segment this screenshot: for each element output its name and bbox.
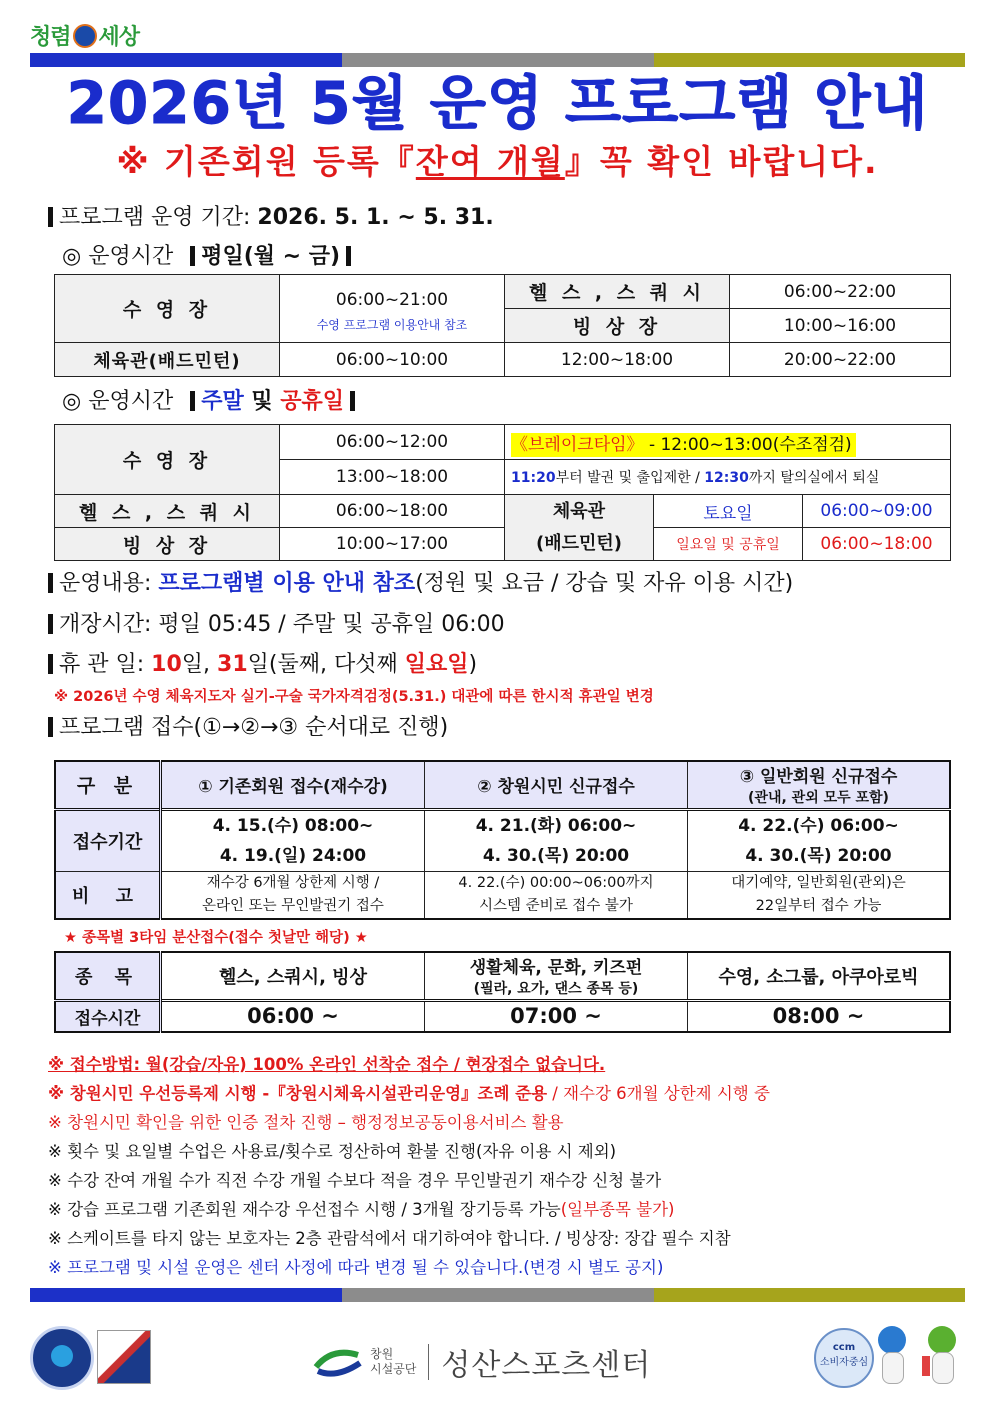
closed-note: ※ 2026년 수영 체육지도자 실기-구술 국가자격검정(5.31.) 대관에 따른 한시적 휴관일 변경: [54, 689, 654, 705]
ccm-badge-icon: ccm 소비자중심: [814, 1328, 874, 1388]
break-title: 《브레이크타임》: [511, 434, 644, 455]
weekend-pool-label: 수 영 장: [55, 425, 280, 495]
time-row-label: 접수시간: [55, 1000, 161, 1032]
time-col-2: 생활체육, 문화, 키즈펀 (필라, 요가, 댄스 종목 등): [425, 952, 688, 1000]
mascot-blue-icon: [874, 1326, 910, 1384]
sun-label: 일요일 및 공휴일: [654, 528, 803, 561]
weekday-heading: ◎ 운영시간 평일(월 ~ 금): [62, 242, 357, 272]
weekend-ice-time: 10:00~17:00: [280, 528, 505, 561]
time-table: [54, 951, 951, 1033]
reg-col-1: ① 기존회원 접수(재수강): [161, 761, 425, 809]
top-logo: [30, 20, 139, 51]
color-bar-top: [30, 53, 965, 67]
sun-time: 06:00~18:00: [803, 528, 951, 561]
note-1: ※ 접수방법: 월(강습/자유) 100% 온라인 선착순 접수 / 현장접수 없습니다.: [48, 1055, 606, 1074]
closed-line: 휴 관 일: 10일, 31일(둘째, 다섯째 일요일): [48, 650, 477, 680]
star-note: ★ 종목별 3타임 분산접수(접수 첫날만 해당) ★: [64, 930, 368, 946]
reg-period-3: 4. 22.(수) 06:00~ 4. 30.(목) 20:00: [688, 809, 951, 871]
reg-period-2: 4. 21.(화) 06:00~ 4. 30.(목) 20:00: [425, 809, 688, 871]
reg-period-1: 4. 15.(수) 08:00~ 4. 19.(일) 24:00: [161, 809, 425, 871]
weekend-pool-time-2: 13:00~18:00: [280, 460, 505, 495]
certification-seal-icon: [97, 1330, 151, 1384]
notes-block: [48, 1050, 770, 1282]
pool-time: 06:00~21:00: [335, 290, 449, 310]
break-time: - 12:00~13:00(수조점검): [643, 434, 852, 455]
reg-col-2: ② 창원시민 신규접수: [425, 761, 688, 809]
sat-time: 06:00~09:00: [803, 495, 951, 528]
time-col-3: 수영, 소그룹, 아쿠아로빅: [688, 952, 951, 1000]
reg-line: 프로그램 접수(①→②→③ 순서대로 진행): [48, 713, 448, 743]
globe-icon: [73, 24, 97, 48]
pool-note: 수영 프로그램 이용안내 참조: [316, 318, 468, 332]
logo-text: 청렴: [30, 25, 71, 50]
reg-note-label: 비 고: [55, 871, 161, 919]
reg-note-1: 재수강 6개월 상한제 시행 / 온라인 또는 무인발권기 접수: [161, 871, 425, 919]
footer-brand: [312, 1340, 651, 1384]
agency-name: 창원 시설공단: [370, 1347, 417, 1376]
weekend-heading: ◎ 운영시간 주말 및 공휴일: [62, 387, 361, 417]
logo-text-2: 세상: [98, 25, 140, 50]
ice-time: 10:00~16:00: [730, 309, 951, 343]
note-2: ※ 창원시민 우선등록제 시행 -『창원시체육시설관리운영』조례 준용 / 재수강 6개월 상한제 시행 중: [48, 1084, 770, 1103]
note-7: ※ 스케이트를 타지 않는 보호자는 2층 관람석에서 대기하여야 합니다. / 빙상장: 장갑 필수 지참: [48, 1229, 731, 1248]
registration-table: [54, 760, 951, 920]
color-bar-bottom: [30, 1288, 965, 1302]
note-8: ※ 프로그램 및 시설 운영은 센터 사정에 따라 변경 될 수 있습니다.(변경 시 별도 공지): [48, 1258, 664, 1277]
note-5: ※ 수강 잔여 개월 수가 직전 수강 개월 수보다 적을 경우 무인발권기 재수강 신청 불가: [48, 1171, 662, 1190]
note-4: ※ 횟수 및 요일별 수업은 사용료/횟수로 정산하여 환불 진행(자유 이용 시 제외): [48, 1142, 617, 1161]
gym-time-2: 12:00~18:00: [505, 343, 730, 377]
gym-label: 체육관(배드민턴): [55, 343, 280, 377]
time-2: 07:00 ~: [425, 1000, 688, 1032]
reg-note-2: 4. 22.(수) 00:00~06:00까지 시스템 준비로 접수 불가: [425, 871, 688, 919]
health-label: 헬 스 , 스 쿼 시: [505, 275, 730, 309]
weekend-table: [54, 424, 951, 561]
time-col-1: 헬스, 스쿼시, 빙상: [161, 952, 425, 1000]
reg-period-label: 접수기간: [55, 809, 161, 871]
page-subtitle: ※ 기존회원 등록『잔여 개월』꼭 확인 바랍니다.: [116, 142, 879, 181]
open-line: 개장시간: 평일 05:45 / 주말 및 공휴일 06:00: [48, 610, 505, 640]
reg-col-3: ③ 일반회원 신규접수 (관내, 관외 모두 포함): [688, 761, 951, 809]
program-period: 프로그램 운영 기간: 2026. 5. 1. ~ 5. 31.: [48, 203, 494, 233]
time-3: 08:00 ~: [688, 1000, 951, 1032]
weekend-gym-label: 체육관 (배드민턴): [505, 495, 654, 561]
reg-note-3: 대기예약, 일반회원(관외)은 22일부터 접수 가능: [688, 871, 951, 919]
pool-label: 수 영 장: [55, 275, 280, 343]
page-title: 2026년 5월 운영 프로그램 안내: [66, 69, 929, 137]
note-6: ※ 강습 프로그램 기존회원 재수강 우선접수 시행 / 3개월 장기등록 가능(일부종목 불가): [48, 1200, 675, 1219]
reg-col-0: 구 분: [55, 761, 161, 809]
note-3: ※ 창원시민 확인을 위한 인증 절차 진행 – 행정정보공동이용서비스 활용: [48, 1113, 564, 1132]
ice-label: 빙 상 장: [505, 309, 730, 343]
break-note: 11:20부터 발권 및 출입제한 / 12:30까지 탈의실에서 퇴실: [505, 460, 951, 495]
gym-time-1: 06:00~10:00: [280, 343, 505, 377]
health-time: 06:00~22:00: [730, 275, 951, 309]
agency-logo-icon: [312, 1345, 364, 1379]
gym-time-3: 20:00~22:00: [730, 343, 951, 377]
time-1: 06:00 ~: [161, 1000, 425, 1032]
weekend-health-time: 06:00~18:00: [280, 495, 505, 528]
weekend-health-label: 헬 스 , 스 쿼 시: [55, 495, 280, 528]
center-name: 성산스포츠센터: [441, 1348, 652, 1383]
content-line: 운영내용: 프로그램별 이용 안내 참조(정원 및 요금 / 강습 및 자유 이용 시간): [48, 569, 793, 599]
weekend-ice-label: 빙 상 장: [55, 528, 280, 561]
mascot-green-icon: [920, 1326, 964, 1384]
weekend-pool-time-1: 06:00~12:00: [280, 425, 505, 460]
weekday-table: [54, 274, 951, 377]
time-col-0: 종 목: [55, 952, 161, 1000]
sat-label: 토요일: [654, 495, 803, 528]
human-rights-badge-icon: [30, 1326, 94, 1390]
